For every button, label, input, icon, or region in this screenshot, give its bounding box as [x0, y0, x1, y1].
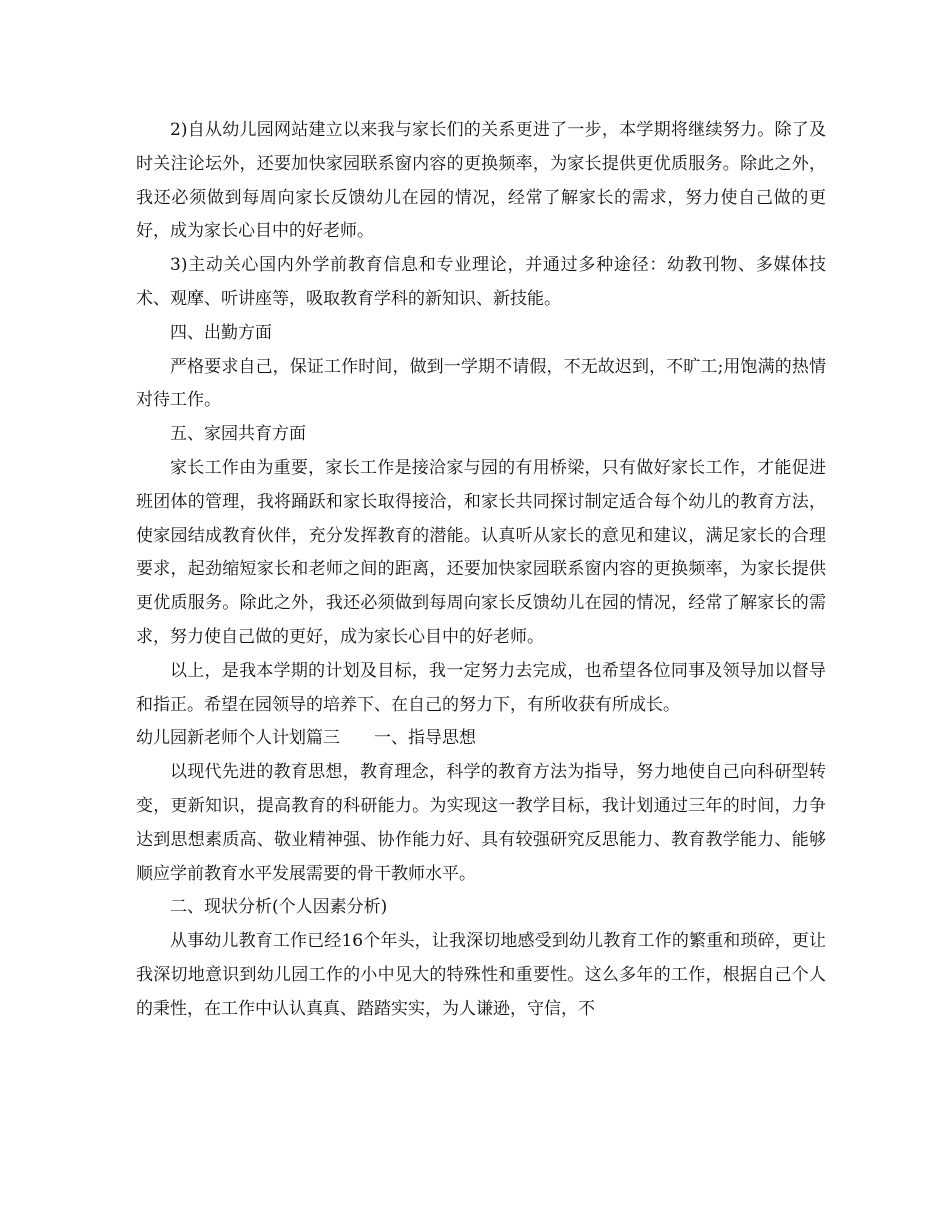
- paragraph-website-relations: 2)自从幼儿园网站建立以来我与家长们的关系更进了一步，本学期将继续努力。除了及时关注论坛外，还要加快家园联系窗内容的更换频率，为家长提供更优质服务。除此之外，我还必须做到每周向家长反馈幼儿在园的情况，经常了解家长的需求，努力使自己做的更好，成为家长心目中的好老师。: [136, 120, 826, 242]
- paragraph-preschool-info: 3)主动关心国内外学前教育信息和专业理论，并通过多种途径：幼教刊物、多媒体技术、观摩、听讲座等，吸取教育学科的新知识、新技能。: [136, 255, 826, 309]
- paragraph-home-school: 家长工作由为重要，家长工作是接洽家与园的有用桥梁，只有做好家长工作，才能促进班团体的管理，我将踊跃和家长取得接洽，和家长共同探讨制定适合每个幼儿的教育方法，使家园结成教育伙伴，充分发挥教育的潜能。认真听从家长的意见和建议，满足家长的合理要求，起劲缩短家长和老师之间的距离，还要加快家园联系窗内容的更换频率，为家长提供更优质服务。除此之外，我还必须做到每周向家长反馈幼儿在园的情况，经常了解家长的需求，努力使自己做的更好，成为家长心目中的好老师。: [136, 457, 826, 647]
- paragraph-attendance: 严格要求自己，保证工作时间，做到一学期不请假，不无故迟到，不旷工;用饱满的热情对待工作。: [136, 356, 826, 411]
- heading-attendance: 四、出勤方面: [170, 322, 272, 343]
- heading-home-school: 五、家园共育方面: [170, 424, 306, 445]
- paragraph-status-analysis: 从事幼儿教育工作已经16个年头，让我深切地感受到幼儿教育工作的繁重和琐碎，更让我深切地意识到幼儿园工作的小中见大的特殊性和重要性。这么多年的工作，根据自己个人的秉性，在工作中认认真真、踏踏实实，为人谦逊，守信，不: [136, 931, 826, 1019]
- document-page: [136, 114, 826, 1027]
- paragraph-guiding-thought: 以现代先进的教育思想，教育理念，科学的教育方法为指导，努力地使自己向科研型转变，更新知识，提高教育的科研能力。为实现这一教学目标，我计划通过三年的时间，力争达到思想素质高、敬业精神强、协作能力好、具有较强研究反思能力、教育教学能力、能够顺应学前教育水平发展需要的骨干教师水平。: [136, 762, 826, 884]
- paragraph-conclusion: 以上，是我本学期的计划及目标，我一定努力去完成，也希望各位同事及领导加以督导和指正。希望在园领导的培养下、在自己的努力下，有所收获有所成长。: [136, 660, 826, 715]
- section-title-plan-three: 幼儿园新老师个人计划篇三 一、指导思想: [136, 728, 476, 749]
- heading-status-analysis: 二、现状分析(个人因素分析): [170, 897, 388, 918]
